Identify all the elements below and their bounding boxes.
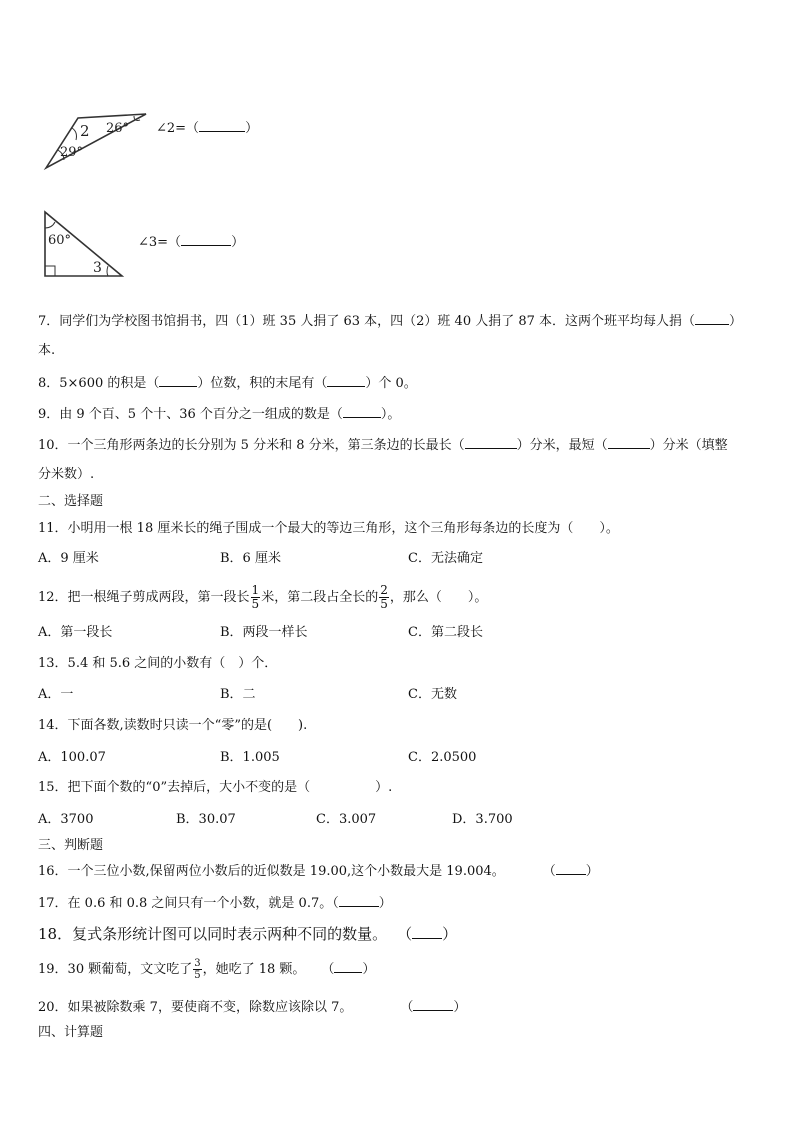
answer-blank[interactable] xyxy=(199,119,245,132)
question-7-continued: 本. xyxy=(38,343,56,358)
question-15: 15．把下面个数的“0”去掉后，大小不变的是（ ）. xyxy=(38,780,393,795)
question-13: 13．5.4 和 5.6 之间的小数有（ ）个． xyxy=(38,656,278,671)
answer-blank[interactable] xyxy=(327,374,365,387)
q14-option-b[interactable]: B．1.005 xyxy=(220,750,280,765)
answer-blank[interactable] xyxy=(556,862,586,875)
section-heading-judgement: 三、判断题 xyxy=(38,838,104,853)
fraction-two-fifths: $\frac{2}{5}$ xyxy=(380,583,388,611)
question-12: 12．把一根绳子剪成两段，第一段长 $\frac{1}{5}$ 米，第二段占全长的 $\frac{2}{5}$ ，那么（ ）。 xyxy=(38,583,488,611)
fraction-three-fifths: $\frac{3}{5}$ xyxy=(194,958,201,981)
answer-blank[interactable] xyxy=(412,926,442,939)
q11-option-b[interactable]: B．6 厘米 xyxy=(220,551,281,566)
angle-2-label: 2 xyxy=(80,122,90,140)
question-10: 10．一个三角形两条边的长分别为 5 分米和 8 分米，第三条边的长最长（ ）分米，最短（ ）分米（填整 xyxy=(38,438,728,453)
q15-option-d[interactable]: D．3.700 xyxy=(452,812,513,827)
triangle-angle-3-figure xyxy=(40,208,130,280)
question-20: 20．如果被除数乘 7，要使商不变，除数应该除以 7。 （ ） xyxy=(38,1000,467,1015)
question-9: 9．由 9 个百、5 个十、36 个百分之一组成的数是（ ）。 xyxy=(38,407,401,422)
angle-60-label: 60° xyxy=(48,233,72,248)
question-8: 8．5×600 的积是（ ）位数，积的末尾有（ ）个 0。 xyxy=(38,376,417,391)
answer-blank[interactable] xyxy=(695,312,729,325)
question-14: 14．下面各数,读数时只读一个“零”的是( ). xyxy=(38,718,308,733)
question-10-continued: 分米数）. xyxy=(38,467,95,482)
q12-option-c[interactable]: C．第二段长 xyxy=(408,625,483,640)
triangle-angle-2-figure xyxy=(42,110,152,172)
q13-option-b[interactable]: B．二 xyxy=(220,687,256,702)
q11-option-a[interactable]: A．9 厘米 xyxy=(38,551,99,566)
question-11: 11．小明用一根 18 厘米长的绳子围成一个最大的等边三角形，这个三角形每条边的长度为（ ）。 xyxy=(38,521,619,536)
angle-3-question: ∠3=（ ） xyxy=(138,235,245,250)
answer-blank[interactable] xyxy=(465,436,517,449)
answer-blank[interactable] xyxy=(334,960,362,973)
q15-option-c[interactable]: C．3.007 xyxy=(316,812,377,827)
q14-option-a[interactable]: A．100.07 xyxy=(38,750,106,765)
q14-option-c[interactable]: C．2.0500 xyxy=(408,750,477,765)
question-18: 18．复式条形统计图可以同时表示两种不同的数量。 （ ） xyxy=(38,925,458,943)
question-19: 19．30 颗葡萄，文文吃了 $\frac{3}{5}$ ，她吃了 18 颗。 （ ） xyxy=(38,958,376,981)
question-7: 7．同学们为学校图书馆捐书，四（1）班 35 人捐了 63 本，四（2）班 40 人捐了 87 本．这两个班平均每人捐（ ） xyxy=(38,314,743,329)
fraction-one-fifth: $\frac{1}{5}$ xyxy=(251,583,260,611)
q13-option-a[interactable]: A．一 xyxy=(38,687,74,702)
q12-option-b[interactable]: B．两段一样长 xyxy=(220,625,308,640)
q15-option-b[interactable]: B．30.07 xyxy=(176,812,236,827)
answer-blank[interactable] xyxy=(413,998,453,1011)
q12-option-a[interactable]: A．第一段长 xyxy=(38,625,113,640)
answer-blank[interactable] xyxy=(339,894,379,907)
q15-option-a[interactable]: A．3700 xyxy=(38,812,94,827)
question-17: 17．在 0.6 和 0.8 之间只有一个小数，就是 0.7。（ ） xyxy=(38,896,392,911)
angle-3-label: 3 xyxy=(93,260,102,276)
angle-26-label: 26° xyxy=(106,121,130,136)
angle-29-label: 29° xyxy=(60,145,84,160)
q11-option-c[interactable]: C．无法确定 xyxy=(408,551,483,566)
answer-blank[interactable] xyxy=(181,233,231,246)
answer-blank[interactable] xyxy=(343,405,381,418)
section-heading-calculation: 四、计算题 xyxy=(38,1025,104,1040)
q13-option-c[interactable]: C．无数 xyxy=(408,687,457,702)
question-16: 16．一个三位小数,保留两位小数后的近似数是 19.00,这个小数最大是 19.004。 （ ） xyxy=(38,864,599,879)
answer-blank[interactable] xyxy=(159,374,197,387)
angle-2-question: ∠2=（ ） xyxy=(156,121,259,136)
answer-blank[interactable] xyxy=(608,436,650,449)
section-heading-choice: 二、选择题 xyxy=(38,494,104,509)
